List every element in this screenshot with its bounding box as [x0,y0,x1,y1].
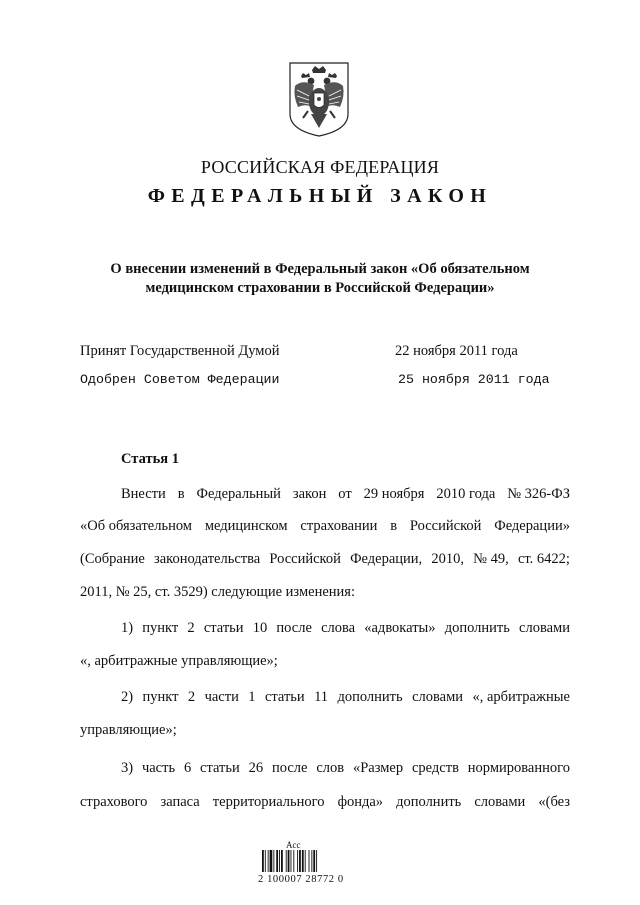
article-word: 2 [187,689,196,705]
article-word: «, арбитражные управляющие»; [80,653,278,669]
article-word: пункт [142,689,179,705]
article-word: 29 ноября [363,486,425,502]
article-word: слова [321,620,356,636]
article-word: (Собрание [80,551,145,567]
article-text-line [80,794,570,811]
article-text-line [80,518,570,535]
law-title-line: О внесении изменений в Федеральный закон «Об обязательном [110,261,530,277]
article-word: 2011, № 25, ст. 3529) следующие изменения: [80,584,355,600]
article-word: Федерации, [350,551,423,567]
article-word: после [276,620,312,636]
article-text-line [121,620,570,637]
article-text-line [121,486,570,503]
article-word: 2) [121,689,134,705]
article-word: 10 [252,620,268,636]
article-word: фонда» [337,794,384,810]
article-word: 2010 года [436,486,496,502]
article-word: законодательства [153,551,261,567]
council-approval-date: 25 ноября 2011 года [398,372,550,387]
article-word: «Размер [352,760,404,776]
article-word: части [204,689,239,705]
article-word: в [390,518,398,534]
law-title [0,260,640,298]
article-word: Российской [269,551,341,567]
article-word: ст. 6422; [517,551,570,567]
article-word: статьи [200,760,240,776]
article-word: 6 [183,760,192,776]
article-word: закон [292,486,327,502]
document-type: ФЕДЕРАЛЬНЫЙ ЗАКОН [147,185,493,207]
article-word: управляющие»; [80,722,177,738]
article-word: 26 [248,760,264,776]
article-word: словами [519,620,570,636]
article-word: страховании [300,518,378,534]
article-word: № 49, [473,551,509,567]
signature-mark: Acc [286,840,301,850]
article-word: в [177,486,185,502]
article-word: часть [141,760,176,776]
barcode-number: 2 100007 28772 0 [258,874,344,885]
article-word: Внести [121,486,166,502]
article-word: медицинском [204,518,288,534]
article-heading: Статья 1 [121,451,179,467]
barcode-icon [262,850,340,872]
article-word: словами [412,689,464,705]
article-word: после [272,760,308,776]
article-word: «Об обязательном [80,518,192,534]
article-word: № 326-ФЗ [507,486,570,502]
article-word: дополнить [337,689,403,705]
article-word: 11 [314,689,329,705]
article-word: «(без [538,794,570,810]
duma-adoption-date: 22 ноября 2011 года [395,343,518,359]
article-word: Федерации» [494,518,570,534]
country-name: РОССИЙСКАЯ ФЕДЕРАЦИЯ [200,157,440,177]
article-text-line [80,551,570,568]
article-text-line [80,653,570,670]
article-word: запаса [160,794,200,810]
russian-coat-of-arms-icon [287,60,351,138]
article-word: 3) [121,760,134,776]
article-word: средств [411,760,459,776]
article-word: 2 [187,620,195,636]
duma-adoption-label: Принят Государственной Думой [80,343,280,359]
law-title-line: медицинском страховании в Российской Федерации» [145,280,495,296]
article-text-line [80,584,570,601]
article-word: страхового [80,794,148,810]
article-word: от [338,486,352,502]
article-text-line [121,689,570,706]
article-word: «, арбитражные [472,689,570,705]
article-word: нормированного [467,760,570,776]
article-word: 2010, [431,551,464,567]
article-word: территориального [212,794,325,810]
council-approval-label: Одобрен Советом Федерации [80,372,280,387]
article-word: статьи [264,689,305,705]
article-word: 1) [121,620,134,636]
article-word: дополнить [444,620,510,636]
article-word: статьи [203,620,244,636]
article-word: «адвокаты» [364,620,436,636]
article-word: словами [474,794,526,810]
article-text-line [121,760,570,777]
article-text-line [80,722,570,739]
article-word: Федеральный [196,486,281,502]
article-word: Российской [409,518,482,534]
article-word: слов [316,760,345,776]
article-word: 1 [248,689,256,705]
article-word: пункт [142,620,179,636]
article-word: дополнить [396,794,462,810]
